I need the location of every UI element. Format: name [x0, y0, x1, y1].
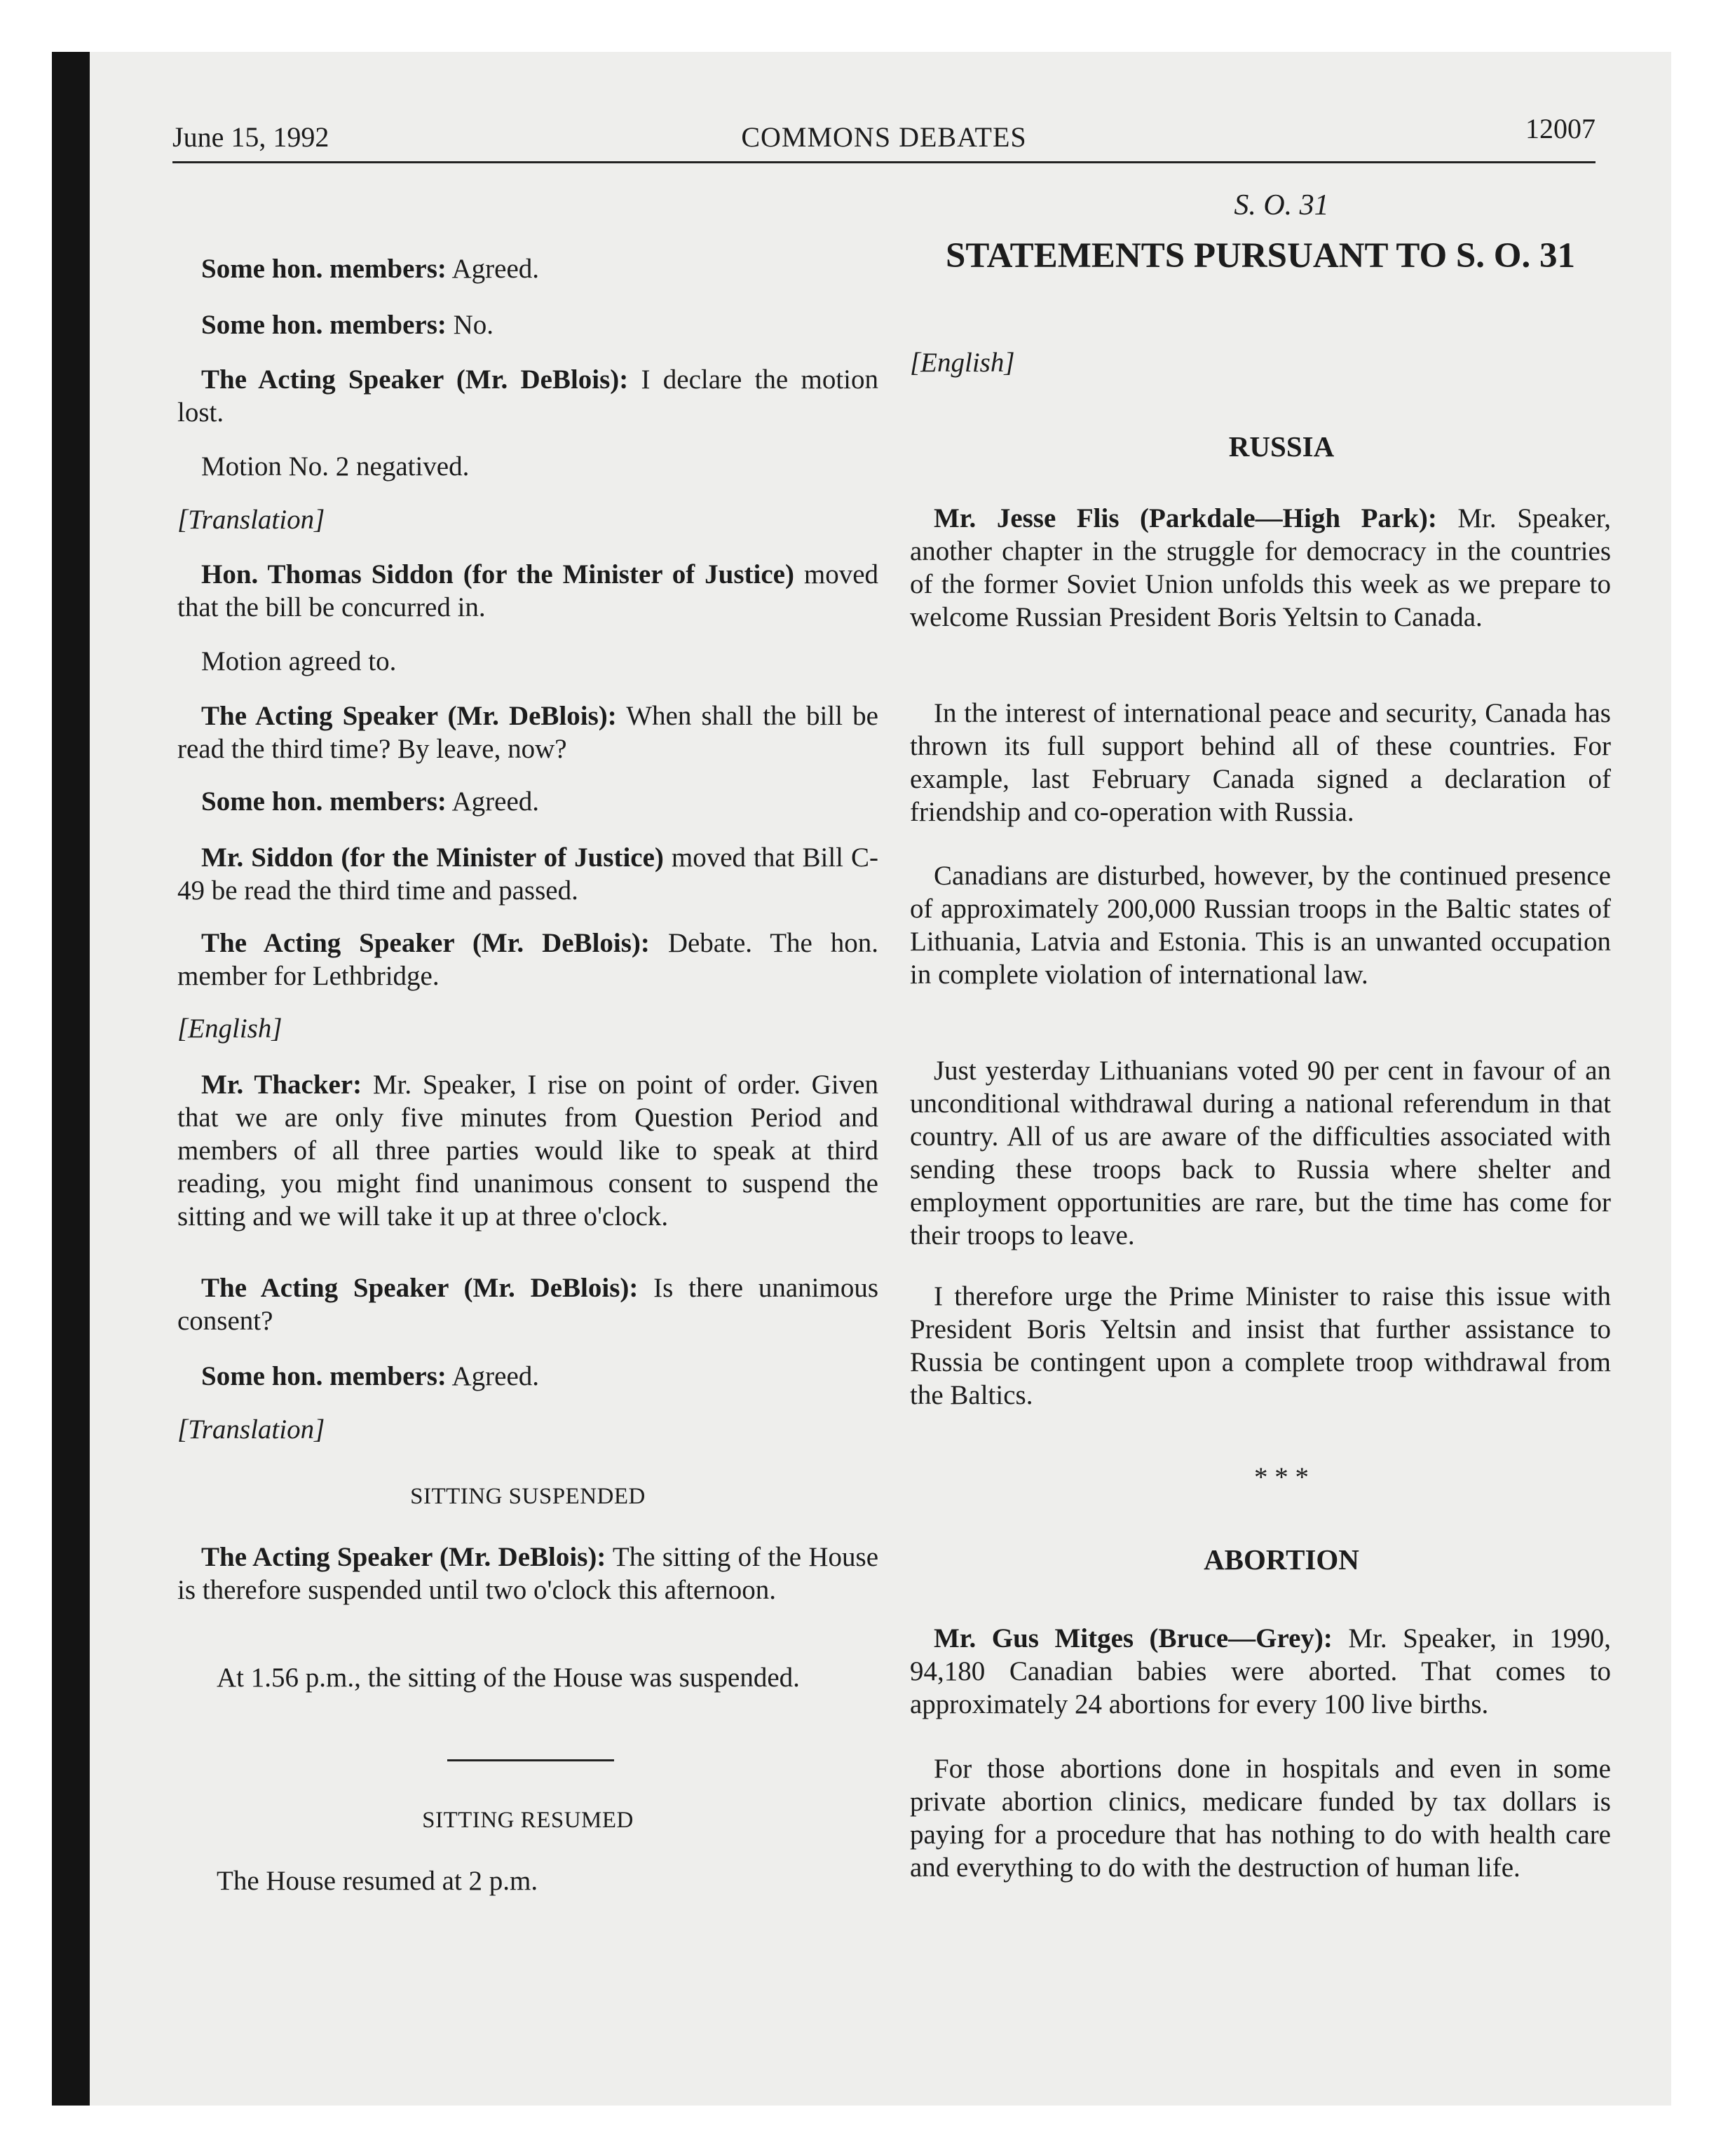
language-note: [English] [177, 1014, 283, 1044]
language-note: [Translation] [177, 505, 325, 535]
paragraph: Mr. Thacker: Mr. Speaker, I rise on point of order. Given that we are only five minutes from Question Period and members of all three parties would like to speak at third reading, you might find unanimous consent to suspend the sitting and we will take it up at three o'clock. [177, 1070, 878, 1231]
paragraph: Hon. Thomas Siddon (for the Minister of Justice) moved that the bill be concurred in. [177, 559, 878, 622]
paragraph: In the interest of international peace and security, Canada has thrown its full support behind all of these countries. For example, last February Canada signed a declaration of friendship and co-operation with Russia. [910, 698, 1611, 827]
header-title: COMMONS DEBATES [741, 121, 1027, 153]
paragraph: Some hon. members: No. [201, 310, 494, 340]
topic-heading-abortion: ABORTION [1204, 1543, 1359, 1576]
language-note: [English] [910, 348, 1015, 378]
header-page-number: 12007 [1525, 113, 1595, 144]
section-heading-sitting-resumed: SITTING RESUMED [422, 1808, 634, 1833]
paragraph: Canadians are disturbed, however, by the continued presence of approximately 200,000 Russian troops in the Baltic states of Lithuania, Latvia and Estonia. This is an unwanted occupation in complete violation of international law. [910, 861, 1611, 990]
paragraph: The Acting Speaker (Mr. DeBlois): Debate. The hon. member for Lethbridge. [177, 928, 879, 991]
header-date: June 15, 1992 [172, 121, 329, 153]
paragraph: The House resumed at 2 p.m. [217, 1866, 538, 1896]
paragraph: For those abortions done in hospitals and even in some private abortion clinics, medicare funded by tax dollars is paying for a procedure that has nothing to do with health care and everything to do with the destruction of human life. [910, 1754, 1611, 1883]
standing-order-label: S. O. 31 [1234, 189, 1329, 221]
paragraph: Mr. Jesse Flis (Parkdale—High Park): Mr. Speaker, another chapter in the struggle for democracy in the countries of the former Soviet Union unfolds this week as we prepare to welcome Russian President Boris Yeltsin to Canada. [910, 503, 1611, 632]
scan-binding-edge [52, 52, 90, 2106]
header-rule [172, 161, 1595, 163]
section-heading-sitting-suspended: SITTING SUSPENDED [410, 1484, 646, 1509]
language-note: [Translation] [177, 1414, 325, 1445]
section-divider [447, 1759, 614, 1761]
paragraph: Some hon. members: Agreed. [201, 254, 540, 284]
paragraph: Mr. Siddon (for the Minister of Justice) moved that Bill C-49 be read the third time and passed. [177, 842, 878, 906]
paragraph: Some hon. members: Agreed. [201, 786, 540, 817]
paragraph: The Acting Speaker (Mr. DeBlois): The sitting of the House is therefore suspended until two o'clock this afternoon. [177, 1542, 878, 1605]
section-separator-stars: * * * [1254, 1462, 1309, 1492]
paragraph: I therefore urge the Prime Minister to raise this issue with President Boris Yeltsin and insist that further assistance to Russia be contingent upon a complete troop withdrawal from the Baltics. [910, 1281, 1611, 1410]
paragraph: At 1.56 p.m., the sitting of the House was suspended. [217, 1663, 800, 1693]
paragraph: Motion agreed to. [201, 646, 397, 676]
paragraph: The Acting Speaker (Mr. DeBlois): I declare the motion lost. [177, 364, 878, 428]
paragraph: The Acting Speaker (Mr. DeBlois): When shall the bill be read the third time? By leave, now? [177, 701, 878, 764]
paragraph: Just yesterday Lithuanians voted 90 per cent in favour of an unconditional withdrawal during a national referendum in that country. All of us are aware of the difficulties associated with sending these troops back to Russia where shelter and employment opportunities are rare, but the time has come for their troops to leave. [910, 1056, 1611, 1250]
paragraph: Mr. Gus Mitges (Bruce—Grey): Mr. Speaker, in 1990, 94,180 Canadian babies were aborted. That comes to approximately 24 abortions for every 100 live births. [910, 1623, 1611, 1719]
page-header [172, 105, 1595, 156]
paragraph: Motion No. 2 negatived. [201, 451, 470, 482]
section-title: STATEMENTS PURSUANT TO S. O. 31 [946, 236, 1575, 275]
paragraph: Some hon. members: Agreed. [201, 1361, 540, 1391]
paragraph: The Acting Speaker (Mr. DeBlois): Is there unanimous consent? [177, 1273, 878, 1336]
topic-heading-russia: RUSSIA [1228, 430, 1335, 463]
